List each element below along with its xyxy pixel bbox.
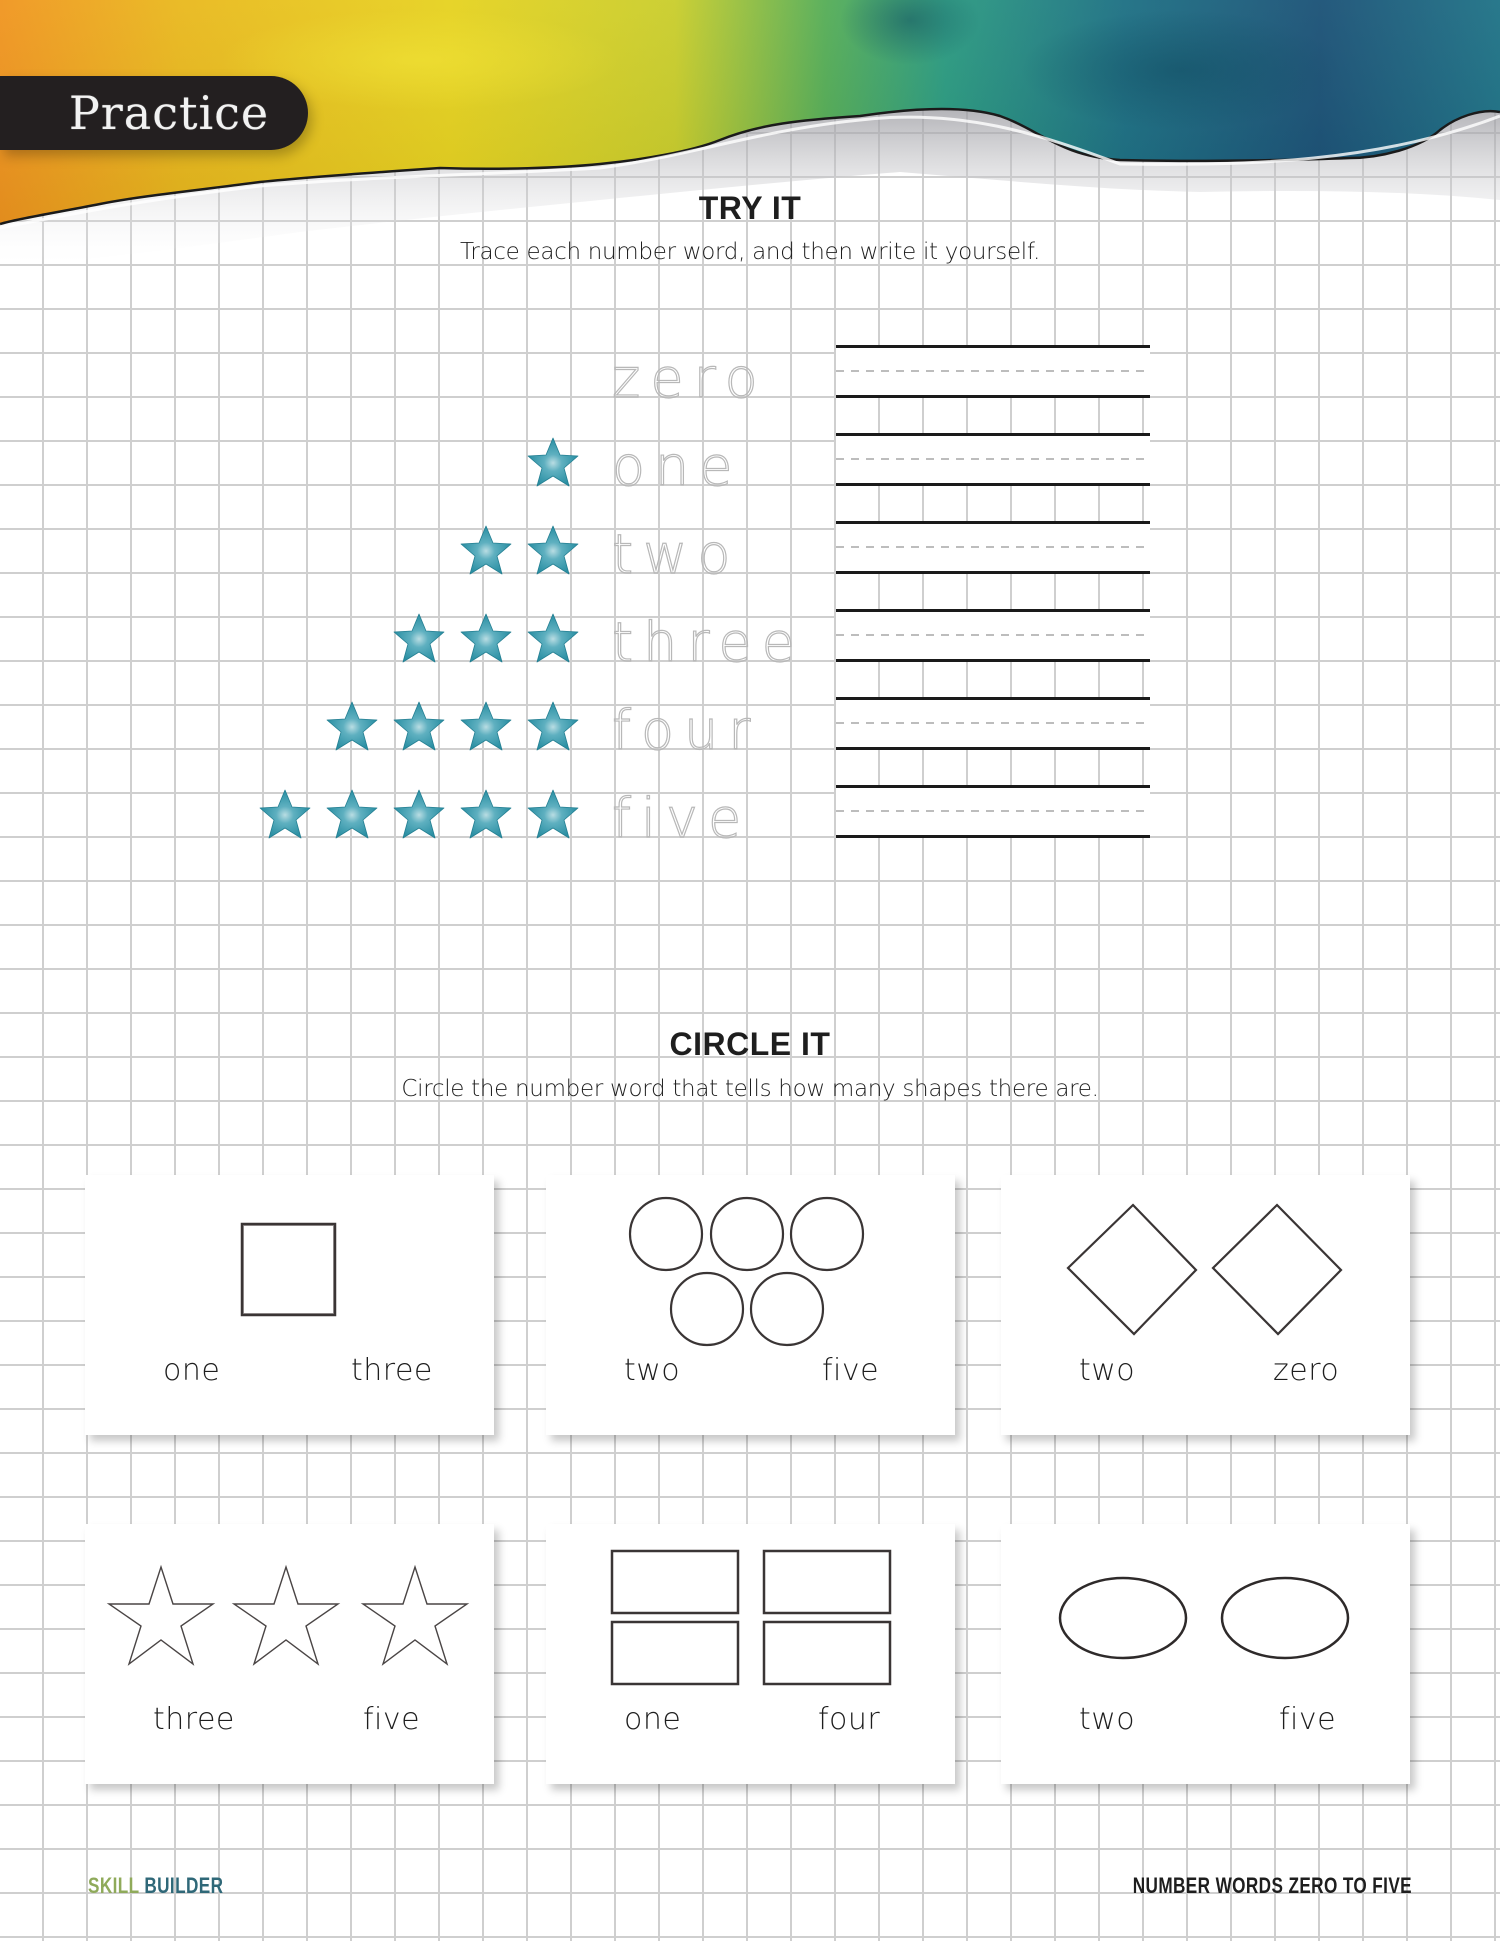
- oval-icon: [1060, 1578, 1186, 1658]
- trace-word-five: five: [612, 787, 752, 850]
- top-line: [836, 785, 1150, 788]
- top-line: [836, 433, 1150, 436]
- trace-word-zero: zero: [612, 347, 768, 410]
- teal-star-icon: [459, 612, 513, 666]
- teal-star-icon: [258, 788, 312, 842]
- baseline: [836, 483, 1150, 486]
- try-it-instructions: Trace each number word, and then write it yourself.: [459, 239, 1041, 265]
- baseline: [836, 659, 1150, 662]
- answer-option[interactable]: two: [624, 1353, 681, 1388]
- top-line: [836, 521, 1150, 524]
- shape-card-rectangles: [546, 1524, 955, 1784]
- star-outline-icon-group: [85, 1524, 494, 1724]
- teal-star-icon: [526, 612, 580, 666]
- midline-dashed: [836, 546, 1150, 548]
- writing-line-five[interactable]: [836, 785, 1150, 837]
- answer-option[interactable]: two: [1079, 1702, 1136, 1737]
- star-row-five: [0, 788, 580, 844]
- footer-topic-label: NUMBER WORDS ZERO TO FIVE: [1132, 1873, 1412, 1898]
- teal-star-icon: [459, 524, 513, 578]
- teal-star-icon: [392, 612, 446, 666]
- rectangle-icon: [612, 1622, 738, 1684]
- baseline: [836, 571, 1150, 574]
- answer-option[interactable]: five: [363, 1702, 421, 1737]
- shape-card-square: [85, 1175, 494, 1435]
- star-row-four: [0, 700, 580, 756]
- teal-star-icon: [459, 700, 513, 754]
- star-row-three: [0, 612, 580, 668]
- teal-star-icon: [526, 524, 580, 578]
- circle-icon: [751, 1273, 823, 1345]
- answer-option[interactable]: five: [822, 1353, 880, 1388]
- circle-icon: [630, 1198, 702, 1270]
- shape-card-stars: [85, 1524, 494, 1784]
- answer-option[interactable]: zero: [1273, 1353, 1340, 1388]
- midline-dashed: [836, 458, 1150, 460]
- top-line: [836, 697, 1150, 700]
- top-line: [836, 609, 1150, 612]
- answer-option[interactable]: one: [163, 1353, 221, 1388]
- oval-icon-group: [1001, 1524, 1410, 1724]
- baseline: [836, 395, 1150, 398]
- rectangle-icon-group: [546, 1524, 955, 1724]
- answer-option[interactable]: four: [818, 1702, 881, 1737]
- circle-icon: [671, 1273, 743, 1345]
- teal-star-icon: [459, 788, 513, 842]
- square-icon: [85, 1175, 494, 1375]
- diamond-icon: [1068, 1205, 1196, 1334]
- writing-line-zero[interactable]: [836, 345, 1150, 397]
- midline-dashed: [836, 634, 1150, 636]
- circle-icon: [711, 1198, 783, 1270]
- teal-star-icon: [325, 788, 379, 842]
- star-row-one: [0, 436, 580, 492]
- try-it-heading: TRY IT: [698, 190, 802, 226]
- teal-star-icon: [392, 700, 446, 754]
- trace-word-four: four: [612, 699, 761, 762]
- baseline: [836, 835, 1150, 838]
- practice-section-tab: [0, 76, 308, 150]
- diamond-icon-group: [1001, 1175, 1410, 1375]
- teal-star-icon: [392, 788, 446, 842]
- oval-icon: [1222, 1578, 1348, 1658]
- circle-icon-group: [546, 1175, 955, 1375]
- teal-star-icon: [325, 700, 379, 754]
- circle-it-instructions: Circle the number word that tells how many shapes there are.: [401, 1076, 1099, 1102]
- answer-option[interactable]: three: [351, 1353, 433, 1388]
- midline-dashed: [836, 370, 1150, 372]
- teal-star-icon: [526, 436, 580, 490]
- circle-icon: [791, 1198, 863, 1270]
- writing-line-three[interactable]: [836, 609, 1150, 661]
- writing-line-four[interactable]: [836, 697, 1150, 749]
- midline-dashed: [836, 810, 1150, 812]
- writing-line-one[interactable]: [836, 433, 1150, 485]
- baseline: [836, 747, 1150, 750]
- trace-word-one: one: [612, 435, 743, 498]
- answer-option[interactable]: two: [1079, 1353, 1136, 1388]
- shape-card-circles: [546, 1175, 955, 1435]
- rectangle-icon: [764, 1551, 890, 1613]
- star-row-two: [0, 524, 580, 580]
- trace-word-two: two: [612, 523, 741, 586]
- diamond-icon: [1213, 1205, 1341, 1334]
- circle-it-heading: CIRCLE IT: [669, 1026, 831, 1062]
- footer-series-label: [88, 1873, 223, 1899]
- answer-option[interactable]: three: [153, 1702, 235, 1737]
- shape-card-diamonds: [1001, 1175, 1410, 1435]
- teal-star-icon: [526, 788, 580, 842]
- footer-builder: BUILDER: [139, 1873, 224, 1898]
- writing-line-two[interactable]: [836, 521, 1150, 573]
- rectangle-icon: [612, 1551, 738, 1613]
- answer-option[interactable]: five: [1279, 1702, 1337, 1737]
- rectangle-icon: [764, 1622, 890, 1684]
- top-line: [836, 345, 1150, 348]
- shape-card-ovals: [1001, 1524, 1410, 1784]
- trace-word-three: three: [612, 611, 805, 674]
- answer-option[interactable]: one: [624, 1702, 682, 1737]
- star-outline-icon: [363, 1567, 467, 1664]
- midline-dashed: [836, 722, 1150, 724]
- teal-star-icon: [526, 700, 580, 754]
- star-outline-icon: [109, 1567, 213, 1664]
- footer-skill: SKILL: [88, 1873, 140, 1898]
- practice-tab-label: Practice: [68, 86, 270, 140]
- star-outline-icon: [234, 1567, 338, 1664]
